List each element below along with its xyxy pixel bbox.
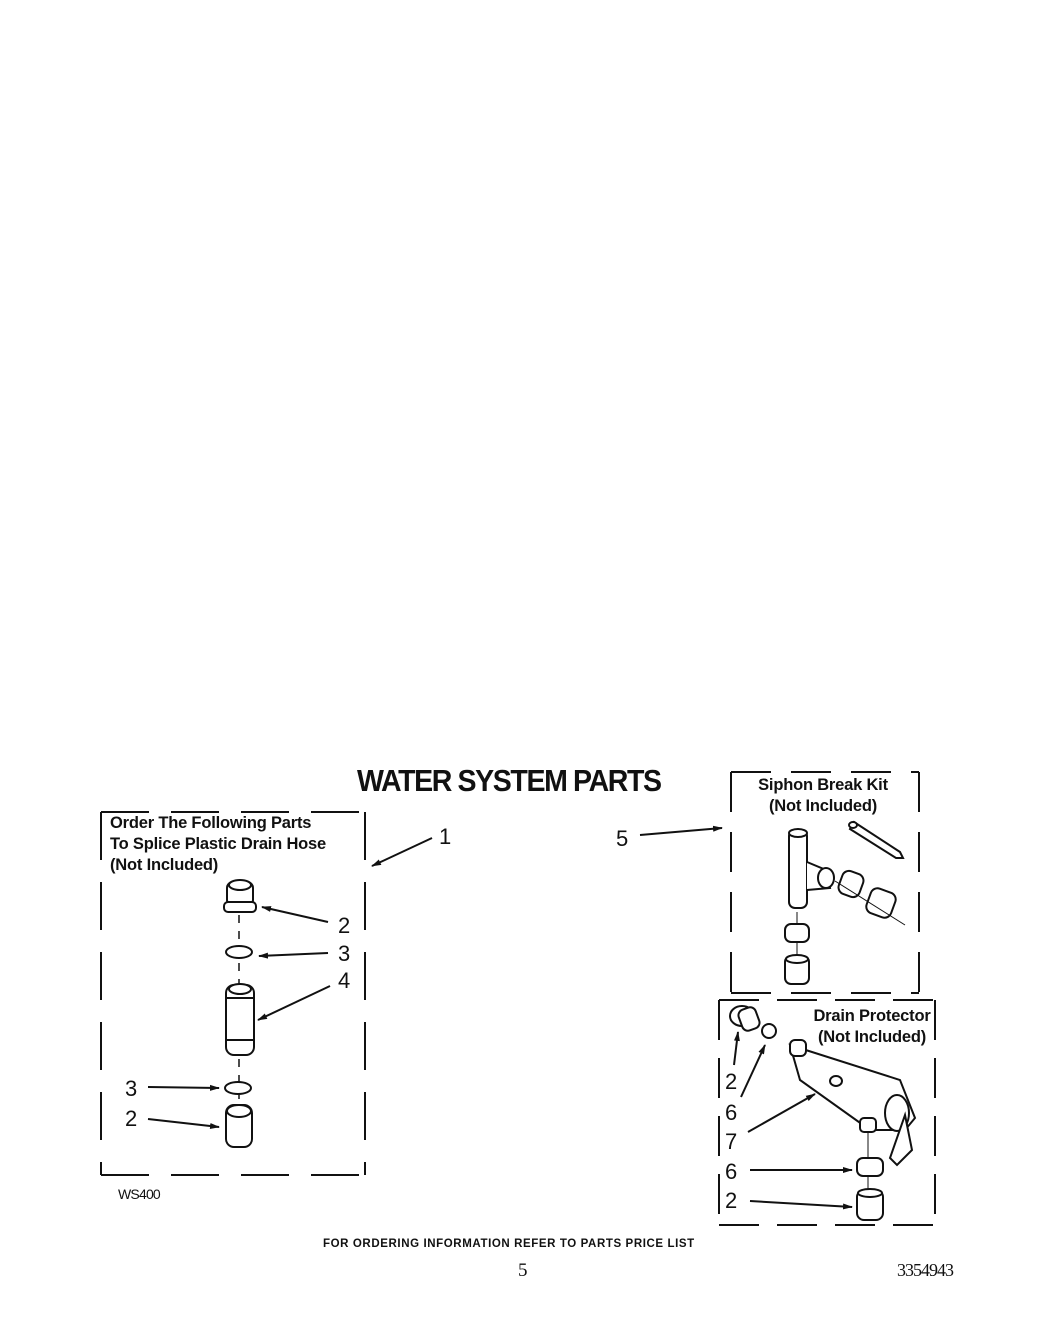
callout-drain-2-top: 2 bbox=[725, 1069, 738, 1094]
callout-splice-3-bottom: 3 bbox=[125, 1076, 138, 1101]
siphon-parts-art bbox=[785, 822, 905, 984]
splice-kit-label-line: Order The Following Parts bbox=[110, 814, 312, 832]
drain-protector-label-line: (Not Included) bbox=[817, 1028, 927, 1046]
siphon-break-kit-label bbox=[749, 775, 897, 817]
ordering-note: FOR ORDERING INFORMATION REFER TO PARTS PRICE LIST bbox=[323, 1238, 695, 1250]
splice-kit-label-line: (Not Included) bbox=[110, 856, 219, 874]
callout-drain-2-bottom: 2 bbox=[725, 1188, 738, 1213]
drain-protector-label-line: Drain Protector bbox=[813, 1007, 931, 1025]
document-number: 3354943 bbox=[897, 1260, 953, 1280]
splice-parts-art bbox=[148, 880, 330, 1147]
callout-splice-4: 4 bbox=[338, 968, 351, 993]
callout-5: 5 bbox=[616, 826, 629, 851]
callout-splice-3-top: 3 bbox=[338, 941, 351, 966]
callout-drain-6-top: 6 bbox=[725, 1100, 738, 1125]
drain-protector-label bbox=[805, 1006, 939, 1048]
siphon-kit-label-line: (Not Included) bbox=[768, 797, 878, 815]
callout-splice-2-bottom: 2 bbox=[125, 1106, 138, 1131]
callout-drain-7: 7 bbox=[725, 1129, 738, 1154]
callout-drain-6-bottom: 6 bbox=[725, 1159, 738, 1184]
figure-code: WS400 bbox=[118, 1186, 160, 1202]
page-number: 5 bbox=[518, 1260, 528, 1281]
callout-1: 1 bbox=[439, 824, 452, 849]
siphon-kit-label-line: Siphon Break Kit bbox=[758, 776, 888, 794]
splice-kit-label bbox=[110, 813, 326, 876]
callout-splice-2-top: 2 bbox=[338, 913, 351, 938]
page-title: WATER SYSTEM PARTS bbox=[357, 763, 661, 798]
splice-kit-label-line: To Splice Plastic Drain Hose bbox=[110, 835, 326, 853]
